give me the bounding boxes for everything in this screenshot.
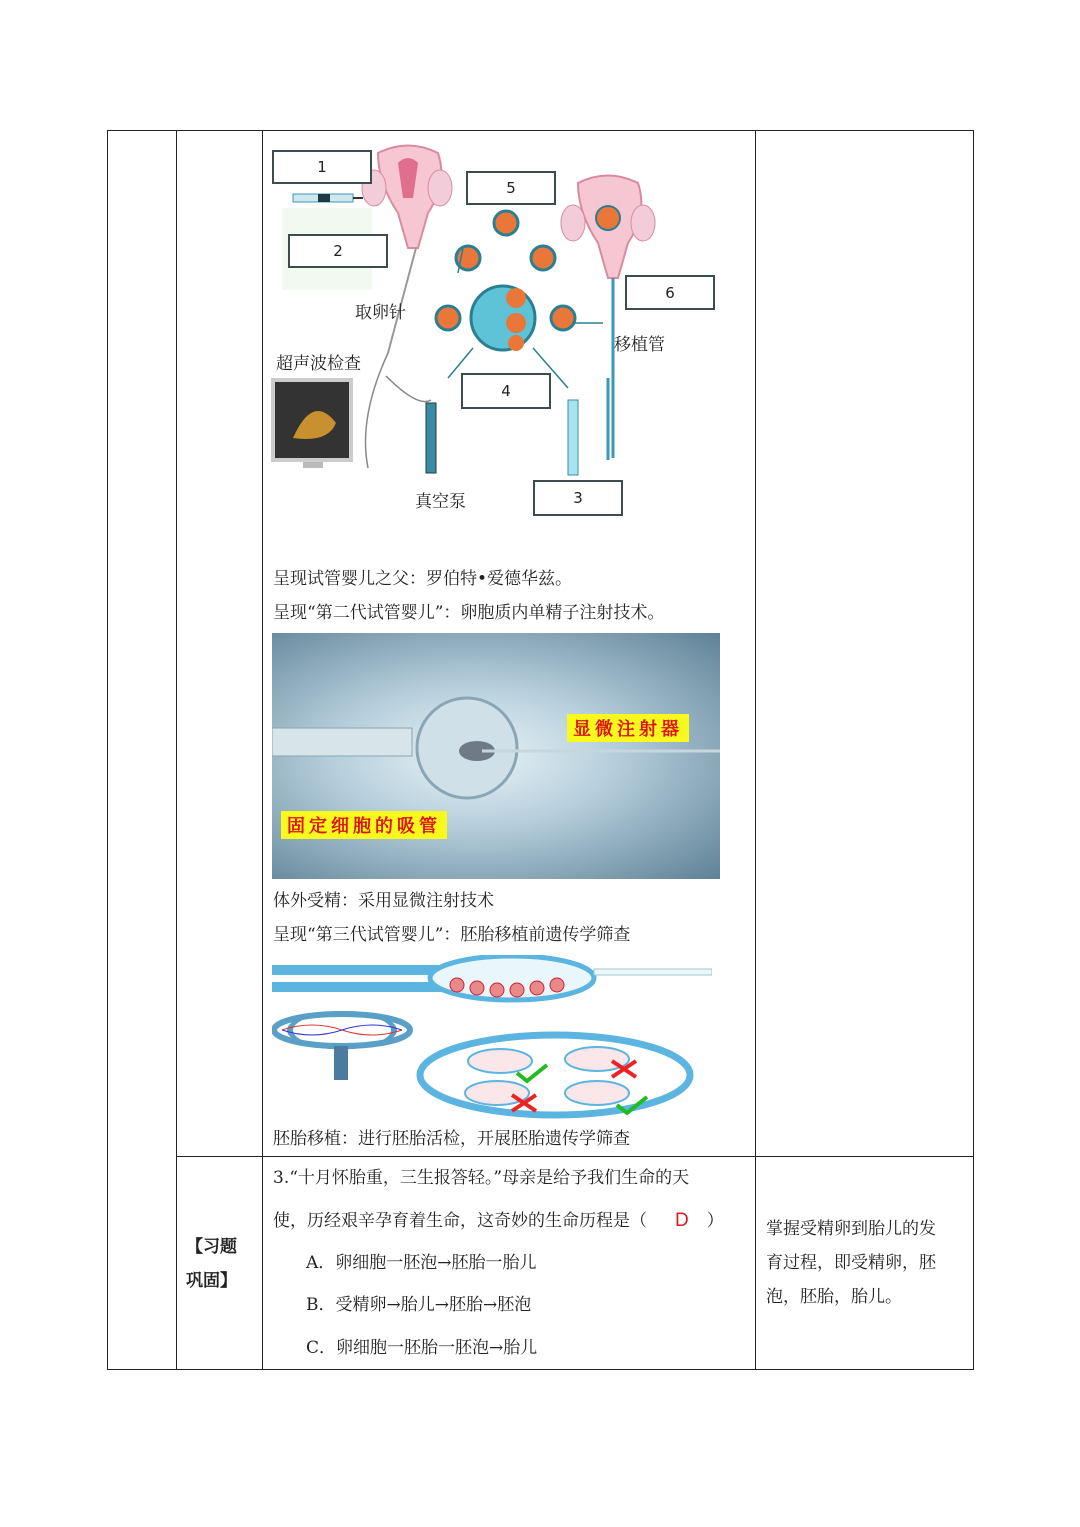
section-label-line2: 巩固】 — [186, 1271, 237, 1291]
test-tube-right-icon — [568, 400, 578, 475]
label-ultrasound: 超声波检查 — [276, 354, 361, 374]
text-third-generation: 呈现“第三代试管婴儿”：胚胎移植前遗传学筛查 — [273, 925, 631, 945]
question-text-line2 — [273, 1210, 724, 1232]
tag-micro-injector: 显微注射器 — [567, 714, 689, 742]
goal-line-3: 泡，胚胎，胎儿。 — [766, 1287, 902, 1307]
text-ivf-micro: 体外受精：采用显微注射技术 — [273, 891, 494, 911]
row-divider — [176, 1156, 974, 1157]
text-embryo-transfer: 胚胎移植：进行胚胎活检，开展胚胎遗传学筛查 — [273, 1129, 630, 1149]
question-text-line2-body: 使，历经艰辛孕育着生命，这奇妙的生命历程是（ — [273, 1211, 647, 1231]
diagram-box-6: 6 — [625, 275, 715, 310]
diagram-box-5: 5 — [466, 171, 556, 205]
embryo-cluster-icon — [436, 211, 575, 388]
section-label-line1: 【习题 — [186, 1237, 237, 1257]
pgd-diagram — [272, 955, 712, 1125]
col-divider-3 — [755, 130, 756, 1370]
col-divider-2 — [262, 130, 263, 1370]
diagram-box-2: 2 — [288, 234, 388, 268]
microinjection-photo — [272, 633, 720, 879]
diagram-box-4: 4 — [461, 373, 551, 409]
label-egg-needle: 取卵针 — [355, 303, 406, 323]
option-b: B．受精卵→胎儿→胚胎→胚泡 — [306, 1295, 532, 1315]
syringe-icon — [293, 194, 363, 202]
tag-holding-pipette: 固定细胞的吸管 — [281, 811, 447, 839]
text-second-generation: 呈现“第二代试管婴儿”：卵胞质内单精子注射技术。 — [273, 603, 665, 623]
diagram-box-3: 3 — [533, 480, 623, 516]
text-ivf-father: 呈现试管婴儿之父：罗伯特•爱德华兹。 — [273, 569, 573, 589]
question-close-paren: ） — [706, 1211, 724, 1231]
option-c: C．卵细胞一胚胎一胚泡→胎儿 — [306, 1338, 538, 1358]
answer-letter: D — [675, 1210, 689, 1231]
question-text-line1: 3.“十月怀胎重，三生报答轻。”母亲是给予我们生命的天 — [273, 1168, 690, 1188]
test-tube-left-icon — [426, 403, 436, 473]
goal-line-1: 掌握受精卵到胎儿的发 — [766, 1219, 936, 1239]
goal-line-2: 育过程，即受精卵，胚 — [766, 1253, 936, 1273]
option-a: A．卵细胞一胚泡→胚胎一胎儿 — [306, 1253, 537, 1273]
col-divider-1 — [176, 130, 177, 1370]
ultrasound-monitor-icon — [273, 380, 351, 468]
label-vacuum-pump: 真空泵 — [415, 492, 466, 512]
label-transfer-tube: 移植管 — [614, 335, 665, 355]
diagram-box-1: 1 — [272, 150, 372, 184]
